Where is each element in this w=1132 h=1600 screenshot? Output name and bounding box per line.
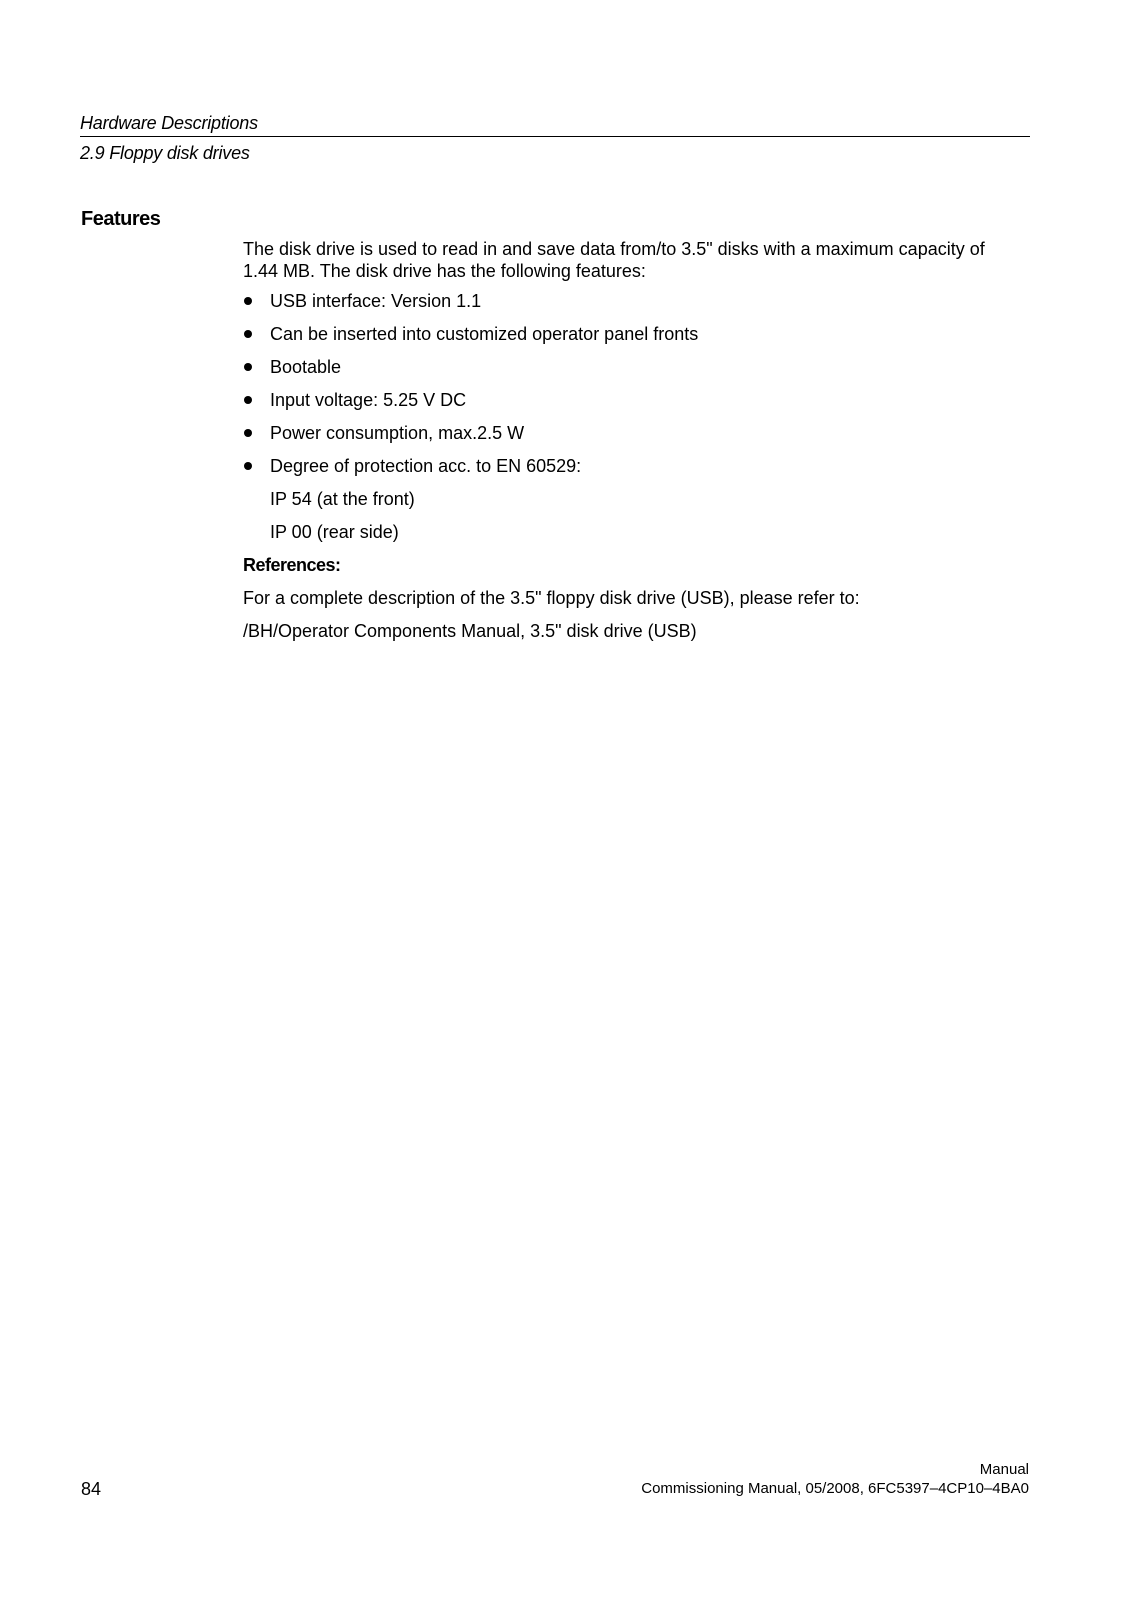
bullet-icon xyxy=(244,363,252,371)
list-item-text: Degree of protection acc. to EN 60529: xyxy=(270,456,582,476)
protection-front: IP 54 (at the front) xyxy=(270,489,415,509)
bullet-icon xyxy=(244,429,252,437)
section-title-header: 2.9 Floppy disk drives xyxy=(80,143,250,163)
protection-rear: IP 00 (rear side) xyxy=(270,522,399,542)
doc-type: Manual xyxy=(979,1461,1029,1478)
references-source: /BH/Operator Components Manual, 3.5" disk drive (USB) xyxy=(243,621,697,641)
list-item-text: Bootable xyxy=(270,357,342,377)
features-heading: Features xyxy=(81,208,161,230)
list-item xyxy=(243,455,1023,543)
references-text: For a complete description of the 3.5" floppy disk drive (USB), please refer to: xyxy=(243,588,860,608)
list-item-text: Input voltage: 5.25 V DC xyxy=(270,390,467,410)
bullet-icon xyxy=(244,462,252,470)
list-item-text: USB interface: Version 1.1 xyxy=(270,291,482,311)
feature-list xyxy=(243,290,1023,543)
list-item-text: Can be inserted into customized operator panel fronts xyxy=(270,324,699,344)
page-number: 84 xyxy=(81,1479,102,1499)
doc-info: Commissioning Manual, 05/2008, 6FC5397–4CP10–4BA0 xyxy=(641,1480,1029,1497)
list-item xyxy=(243,356,1023,378)
list-item xyxy=(243,290,1023,312)
list-item xyxy=(243,323,1023,345)
page-footer xyxy=(641,1460,1029,1498)
bullet-icon xyxy=(244,297,252,305)
bullet-icon xyxy=(244,330,252,338)
references-heading: References: xyxy=(243,555,341,575)
main-content xyxy=(243,238,1023,642)
chapter-title: Hardware Descriptions xyxy=(80,112,1030,137)
bullet-icon xyxy=(244,396,252,404)
intro-paragraph: The disk drive is used to read in and save data from/to 3.5" disks with a maximum capacity of 1.44 MB. The disk drive has the following features: xyxy=(243,239,985,281)
list-item xyxy=(243,422,1023,444)
list-item xyxy=(243,389,1023,411)
page-header xyxy=(80,112,1030,164)
list-item-text: Power consumption, max.2.5 W xyxy=(270,423,525,443)
